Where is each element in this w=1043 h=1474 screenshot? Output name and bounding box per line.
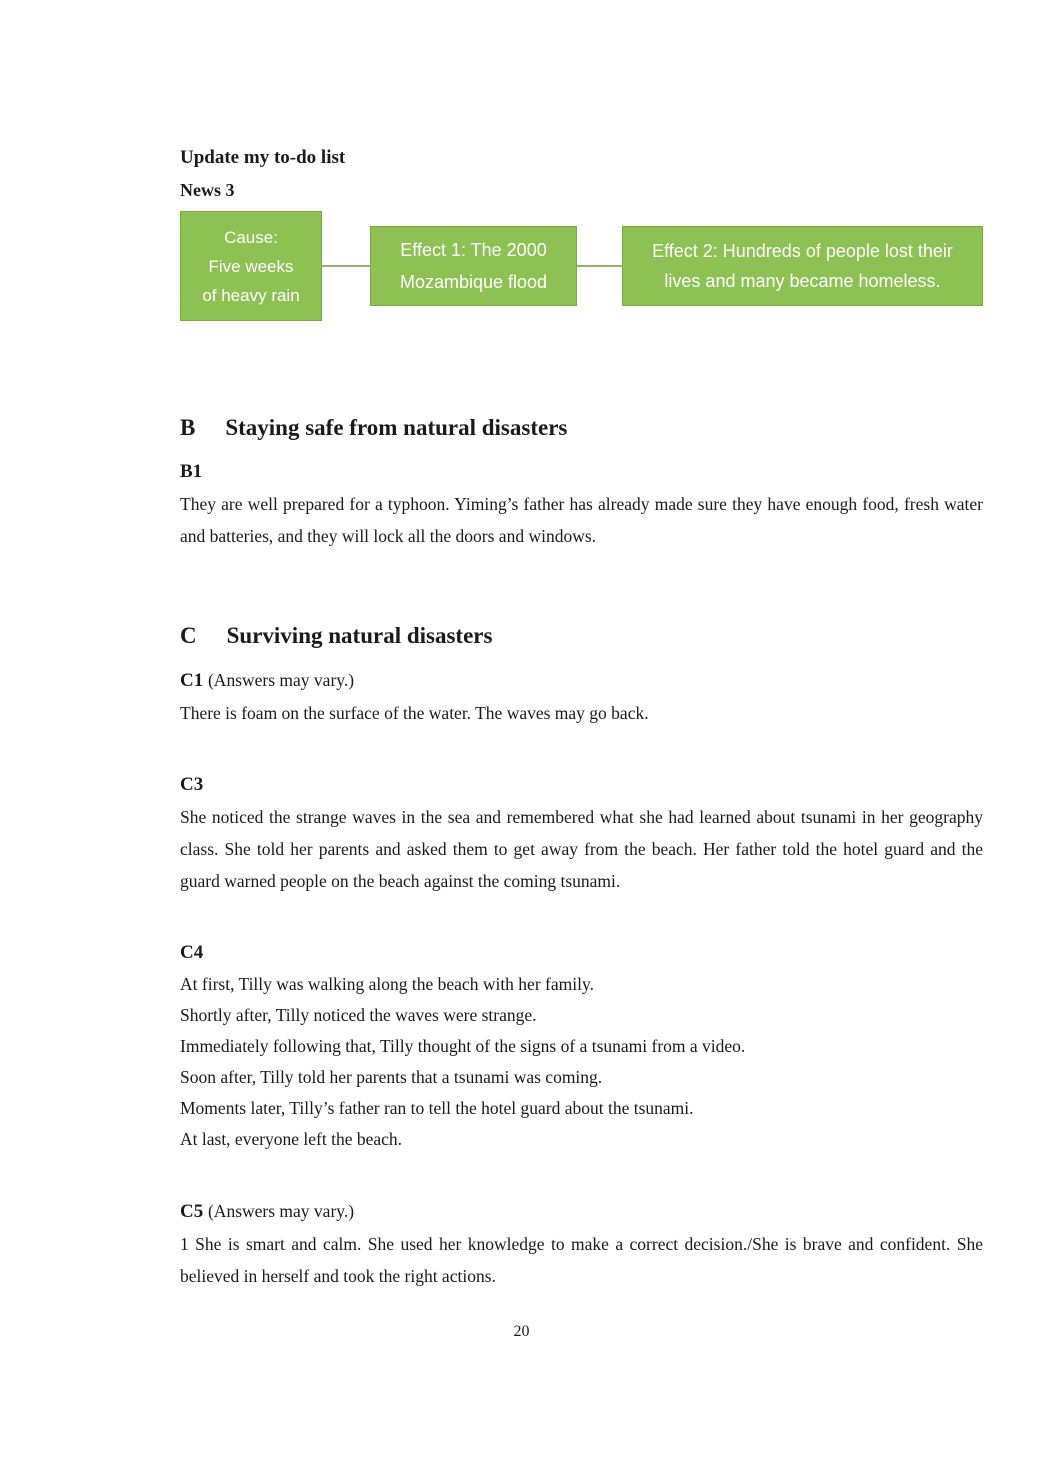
todo-list-title: Update my to-do list	[180, 147, 346, 168]
cause-box-line: Five weeks	[208, 256, 294, 276]
item-c1-answer: There is foam on the surface of the water. The waves may go back.	[180, 703, 649, 723]
section-c-letter: C	[180, 623, 197, 648]
effect-1-box-line: Mozambique flood	[399, 272, 548, 292]
page-number: 20	[513, 1323, 530, 1340]
item-b1-answer: They are well prepared for a typhoon. Yiming’s father has already made sure they have enough food, fresh water and batteries, and they will lock all the doors and windows.	[180, 494, 983, 546]
c4-answer-line: Soon after, Tilly told her parents that a tsunami was coming.	[180, 1067, 603, 1087]
c1-note: (Answers may vary.)	[207, 670, 355, 690]
effect-2-box-line: Effect 2: Hundreds of people lost their	[652, 241, 953, 261]
item-b1-label: B1	[180, 461, 203, 482]
cause-effect-flowchart	[180, 211, 983, 321]
page-content	[180, 0, 983, 1292]
c4-answer-line: At last, everyone left the beach.	[180, 1129, 403, 1149]
c4-answer-line: Shortly after, Tilly noticed the waves were strange.	[180, 1005, 537, 1025]
c5-note: (Answers may vary.)	[207, 1201, 355, 1221]
c4-answer-line: Moments later, Tilly’s father ran to tell the hotel guard about the tsunami.	[180, 1098, 694, 1118]
item-c5-label	[180, 1199, 983, 1224]
effect-2-box	[622, 226, 983, 306]
item-c5-answer: 1 She is smart and calm. She used her knowledge to make a correct decision./She is brave and confident. She believed in herself and took the right actions.	[180, 1234, 983, 1286]
connector-line	[577, 265, 622, 267]
section-b-heading	[180, 414, 983, 442]
section-c-title: Surviving natural disasters	[226, 623, 493, 648]
section-b-letter: B	[180, 415, 196, 440]
item-c3-answer: She noticed the strange waves in the sea and remembered what she had learned about tsunami in her geography class. She told her parents and asked them to get away from the beach. Her father told the hotel guard and the guard warned people on the beach against the coming tsunami.	[180, 807, 983, 891]
c4-answer-line: Immediately following that, Tilly thought of the signs of a tsunami from a video.	[180, 1036, 746, 1056]
effect-2-box-line: lives and many became homeless.	[664, 271, 941, 291]
cause-box	[180, 211, 322, 321]
item-c4-answer	[180, 969, 983, 1155]
effect-1-box-line: Effect 1: The 2000	[400, 240, 547, 260]
news-3-label: News 3	[180, 180, 235, 200]
section-c-heading	[180, 622, 983, 650]
cause-box-line: Cause:	[224, 227, 278, 247]
effect-1-box	[370, 226, 577, 306]
connector-line	[322, 265, 370, 267]
cause-box-line: of heavy rain	[202, 285, 300, 305]
c1-label-text: C1	[180, 670, 204, 691]
c5-label-text: C5	[180, 1201, 204, 1222]
section-b-title: Staying safe from natural disasters	[225, 415, 568, 440]
item-c1-label	[180, 668, 983, 693]
item-c3-label: C3	[180, 774, 204, 795]
item-c4-label: C4	[180, 942, 204, 963]
c4-answer-line: At first, Tilly was walking along the beach with her family.	[180, 974, 594, 994]
